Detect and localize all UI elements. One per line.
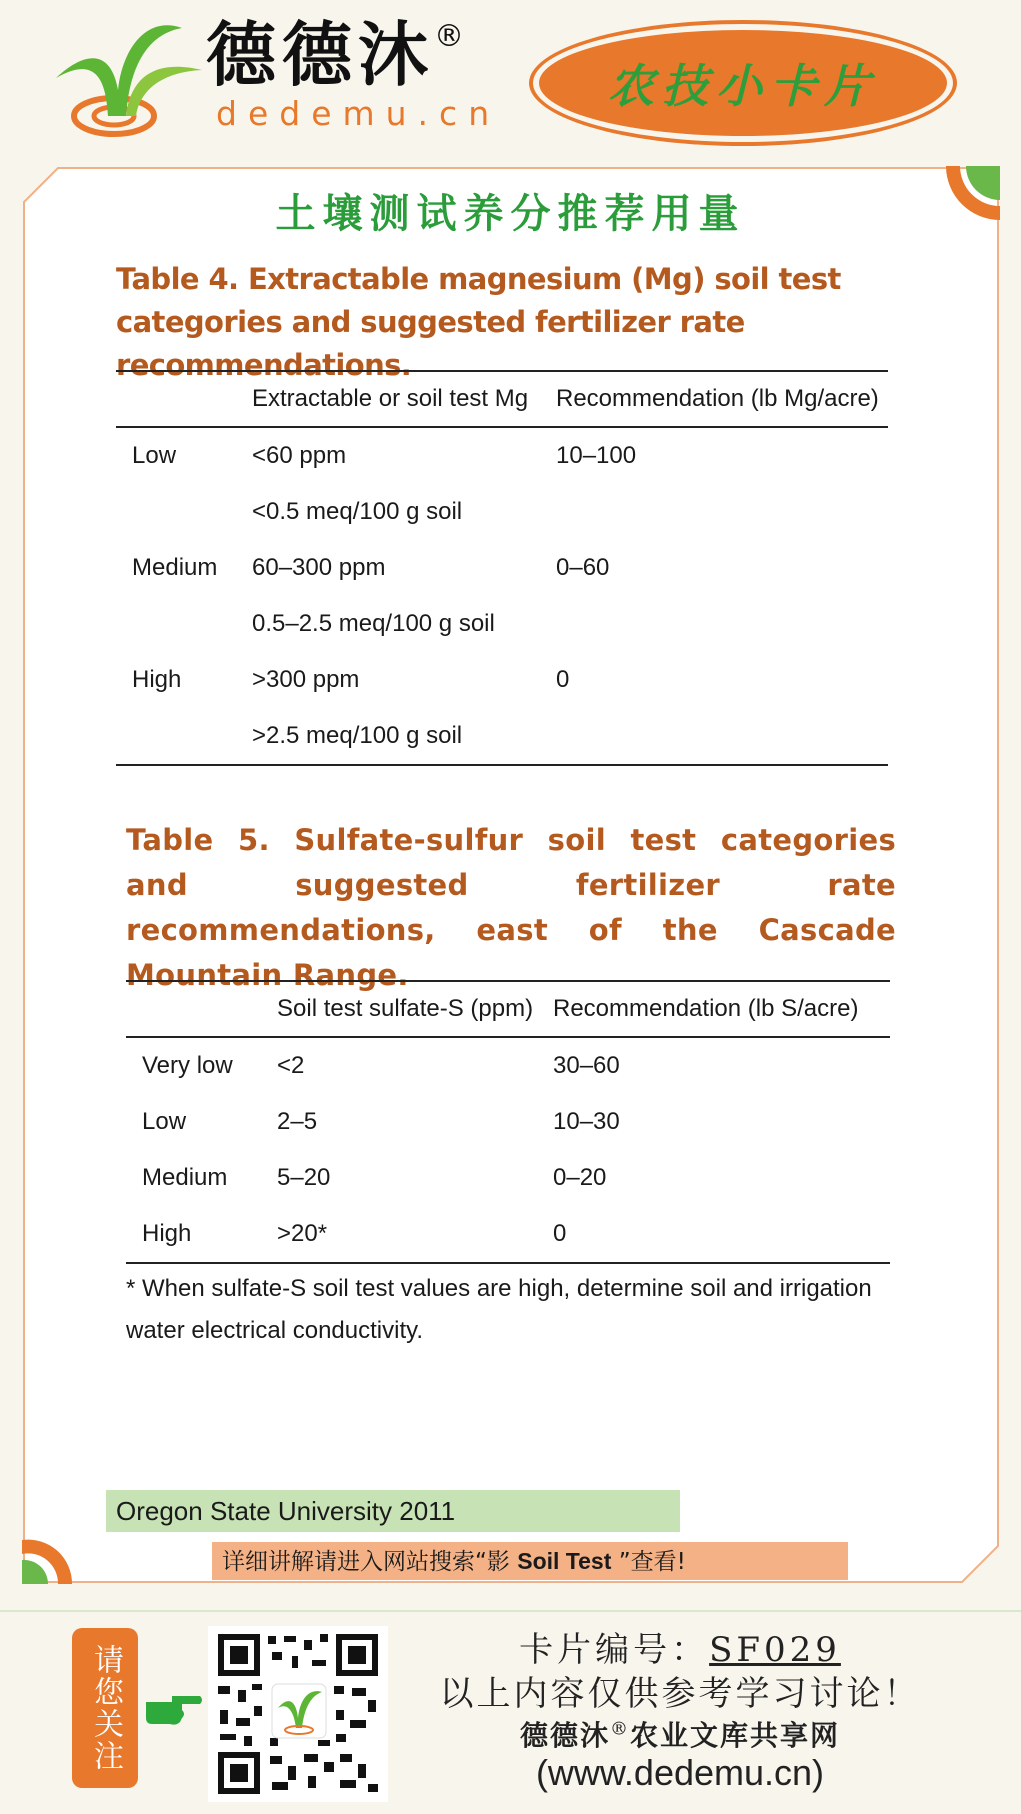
table-cell: Low — [142, 1108, 187, 1135]
table-row — [126, 1150, 890, 1206]
table-cell: 2–5 — [277, 1108, 318, 1135]
table-row — [116, 427, 888, 484]
table-row — [126, 1037, 890, 1094]
brand-domain: dedemu.cn — [216, 94, 501, 133]
table-row — [116, 484, 888, 540]
table4-magnesium — [116, 370, 888, 766]
table4-caption: Table 4. Extractable magnesium (Mg) soil test categories and suggested fertilizer rate recommendations. — [116, 262, 841, 382]
site-url-link[interactable]: (www.dedemu.cn) — [535, 1752, 825, 1793]
table-cell — [555, 596, 888, 652]
table-cell: High — [132, 666, 182, 693]
dedemu-logo-icon — [56, 20, 206, 140]
table-cell: High — [142, 1220, 192, 1247]
table-cell: <2 — [277, 1052, 305, 1079]
table5-caption: Table 5. Sulfate-sulfur soil test categories and suggested fertilizer rate recommendations, east of the Cascade Mountain Range. — [126, 823, 896, 992]
search-hint: 详细讲解请进入网站搜索“影 Soil Test ”查看! — [212, 1542, 848, 1580]
table-cell — [116, 596, 251, 652]
table-cell: Very low — [142, 1052, 233, 1079]
search-keyword: Soil Test — [517, 1548, 612, 1574]
table-header-cell — [116, 371, 251, 427]
table-row — [126, 1206, 890, 1263]
table-cell: <60 ppm — [252, 442, 347, 469]
table-row — [126, 1094, 890, 1150]
table-cell: 0 — [553, 1220, 567, 1247]
table-header-cell — [126, 981, 276, 1037]
table-cell — [555, 708, 888, 765]
table-cell — [116, 484, 251, 540]
table-header-cell: Soil test sulfate-S (ppm) — [277, 995, 534, 1022]
table-cell: Medium — [142, 1164, 228, 1191]
table5-footnote: * When sulfate-S soil test values are high, determine soil and irrigation water electrical conductivity. — [126, 1275, 872, 1344]
table-row — [116, 596, 888, 652]
pointing-hand-icon — [142, 1688, 204, 1728]
source-label: Oregon State University 2011 — [106, 1490, 680, 1532]
table-cell: 0–60 — [556, 554, 610, 581]
qr-code[interactable] — [208, 1626, 388, 1802]
card-number: 卡片编号：SF029 — [519, 1630, 841, 1670]
table-header-row — [126, 981, 890, 1037]
table-cell: 10–100 — [556, 442, 637, 469]
table5-sulfate — [126, 980, 890, 1264]
table-cell: >2.5 meq/100 g soil — [252, 722, 463, 749]
table-cell: 60–300 ppm — [252, 554, 386, 581]
card-title: 土壤测试养分推荐用量 — [275, 191, 746, 237]
table-cell — [116, 708, 251, 765]
table-header-row — [116, 371, 888, 427]
card-type-badge: 农技小卡片 — [533, 24, 953, 142]
disclaimer: 以上内容仅供参考学习讨论！ — [439, 1674, 921, 1714]
site-name: 德德沐®农业文库共享网 — [519, 1718, 841, 1752]
table-cell: 0.5–2.5 meq/100 g soil — [252, 610, 495, 637]
table-cell: 10–30 — [553, 1108, 620, 1135]
table-header-cell: Recommendation (lb S/acre) — [553, 995, 859, 1022]
table-cell: 5–20 — [277, 1164, 331, 1191]
table-cell: Low — [132, 442, 177, 469]
table-cell: Medium — [132, 554, 218, 581]
table-cell: 0–20 — [553, 1164, 607, 1191]
footer-divider — [0, 1610, 1021, 1612]
table-cell: >300 ppm — [252, 666, 360, 693]
follow-us-label: 请您关注 — [72, 1628, 138, 1788]
table-row — [116, 652, 888, 708]
table-row — [116, 540, 888, 596]
table-header-cell: Extractable or soil test Mg — [252, 385, 529, 412]
brand-name-cn: 德德沐® — [206, 14, 470, 96]
table-row — [116, 708, 888, 765]
table-cell — [555, 484, 888, 540]
table-cell: <0.5 meq/100 g soil — [252, 498, 463, 525]
table-cell: >20* — [277, 1220, 328, 1247]
table-cell: 30–60 — [553, 1052, 620, 1079]
table-cell: 0 — [556, 666, 570, 693]
table-header-cell: Recommendation (lb Mg/acre) — [556, 385, 879, 412]
